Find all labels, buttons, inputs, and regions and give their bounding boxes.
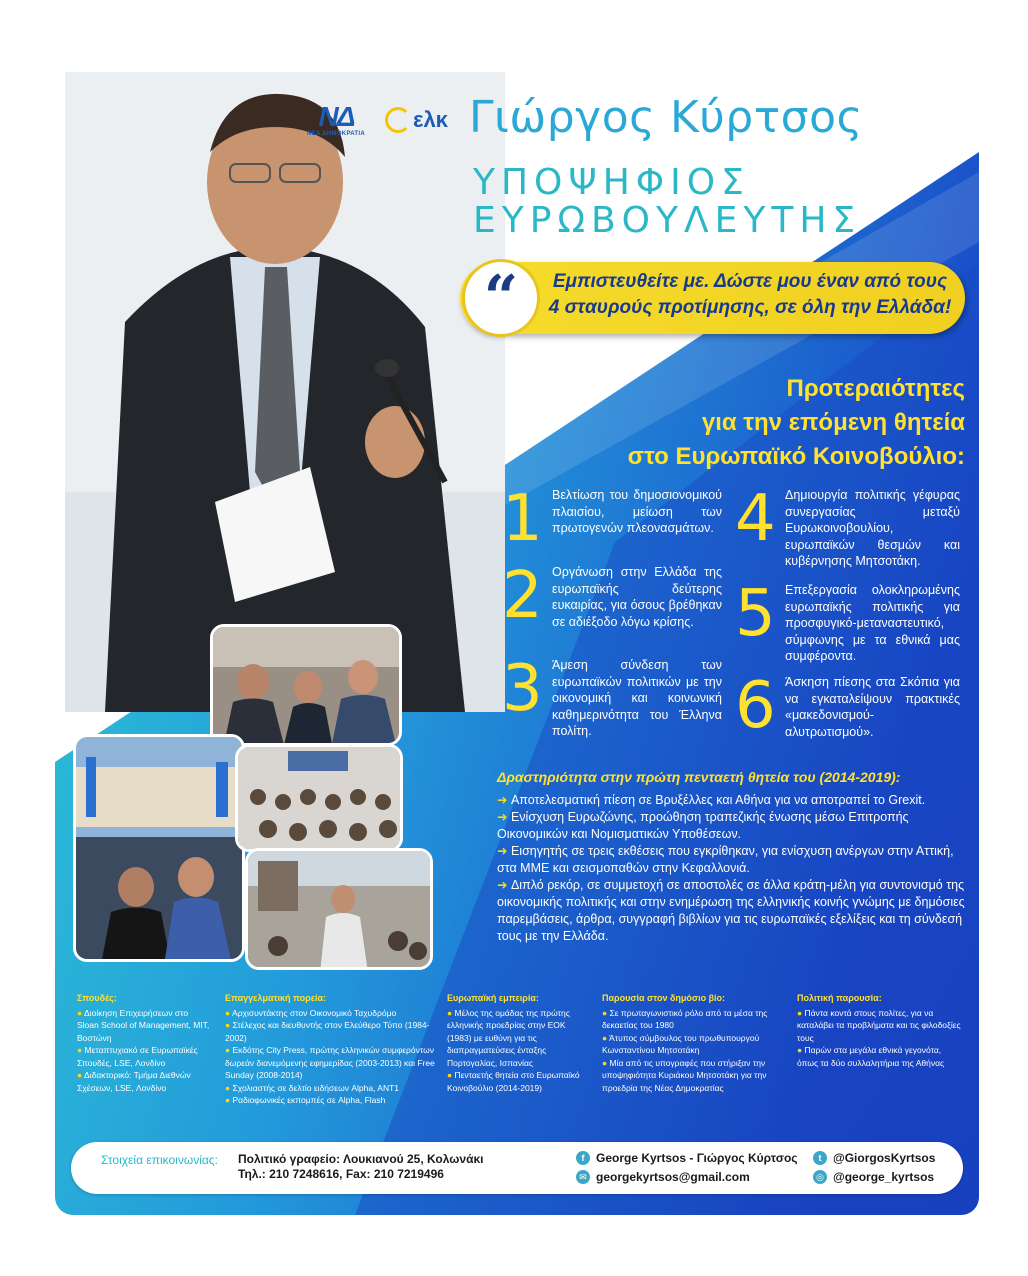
bio-item: ● Μεταπτυχιακό σε Ευρωπαϊκές Σπουδές, LSE, Λονδίνο [77,1044,212,1069]
priority-number: 6 [735,669,776,743]
activity-title: Δραστηριότητα στην πρώτη πενταετή θητεία του (2014-2019): [497,769,901,785]
email-text: georgekyrtsos@gmail.com [596,1170,750,1184]
photo-meeting [210,624,402,746]
priority-number: 3 [502,652,543,726]
priority-number: 4 [735,482,776,556]
bio-studies-title: Σπουδές: [77,993,117,1003]
contact-address: Πολιτικό γραφείο: Λουκιανού 25, Κολωνάκι [238,1152,484,1166]
contact-office [238,1152,483,1182]
priority-item [735,577,960,665]
activity-item: ➜ Διπλό ρεκόρ, σε συμμετοχή σε αποστολές σε άλλα κράτη-μέλη για συντονισμό της οικονομικής πολιτικής και στην ενημέρωση της ελληνικής κοινής γνώμης με δημόσιες παρεμβάσεις, άρθρα, συγγραφή βιβλίων για τις ευρωπαϊκές εξελίξεις και τη σύνδεσή τους με την Ελλάδα. [497,877,967,945]
bio-public-title: Παρουσία στον δημόσιο βίο: [602,993,726,1003]
priorities-title [475,372,965,474]
priorities-title-line2: για την επόμενη θητεία [701,409,965,436]
contact-email[interactable] [576,1170,750,1184]
priorities-title-line3: στο Ευρωπαϊκό Κοινοβούλιο: [627,443,965,470]
priority-item [502,652,722,740]
priority-item [735,482,960,570]
bio-item: ● Σε πρωταγωνιστικό ρόλο από τα μέσα της δεκαετίας του 1980 [602,1007,782,1032]
candidate-role-line1: ΥΠΟΨΗΦΙΟΣ [473,162,750,203]
bio-european-title: Ευρωπαϊκή εμπειρία: [447,993,539,1003]
contact-instagram[interactable] [813,1170,934,1184]
bio-item: ● Στέλεχος και διευθυντής στον Ελεύθερο Τύπο (1984-2002) [225,1019,435,1044]
activity-item: ➜ Αποτελεσματική πίεση σε Βρυξέλλες και Αθήνα για να αποτραπεί το Grexit. [497,792,967,809]
bio-item: ● Μέλος της ομάδας της πρώτης ελληνικής προεδρίας στην ΕΟΚ (1983) με ευθύνη για τις διαπραγματεύσεις ένταξης Πορτογαλίας, Ισπανίας [447,1007,592,1070]
contact-facebook[interactable] [576,1151,798,1165]
bio-item: ● Διοίκηση Επιχειρήσεων στο Sloan School of Management, MIT, Βοστώνη [77,1007,212,1045]
priority-text: Άμεση σύνδεση των ευρωπαϊκών πολιτικών με την οικονομική και κοινωνική καθημερινότητα του Έλληνα πολίτη. [552,658,722,738]
poster-frame [55,62,979,1215]
bio-item: ● Σχολιαστής σε δελτίο ειδήσεων Alpha, ANT1 [225,1082,435,1095]
bio-studies [77,992,212,1094]
email-icon: ✉ [576,1170,590,1184]
photo-conference [235,744,403,852]
candidate-role-line2: ΕΥΡΩΒΟΥΛΕΥΤΗΣ [473,200,862,241]
bio-career-title: Επαγγελματική πορεία: [225,993,327,1003]
bio-item: ● Διδακτορικό: Τμήμα Διεθνών Σχέσεων, LSE, Λονδίνο [77,1069,212,1094]
photo-rally [73,734,245,962]
activity-list [497,792,967,945]
nd-logo [305,97,367,143]
nd-logo-caption: ΝΕΑ ΔΗΜΟΚΡΑΤΙΑ [306,131,365,137]
quote-line1: Εμπιστευθείτε με. Δώστε μου έναν από τους [552,271,948,292]
priority-text: Δημιουργία πολιτικής γέφυρας συνεργασίας μεταξύ Ευρωκοινοβουλίου, ευρωπαϊκών θεσμών και κυβέρνησης Μητσοτάκη. [785,488,960,568]
priorities-title-line1: Προτεραιότητες [786,375,965,402]
epp-logo-text: ελκ [413,107,448,132]
quote-line2: 4 σταυρούς προτίμησης, σε όλη την Ελλάδα! [548,297,952,318]
nd-logo-mark: ΝΔ [318,101,354,132]
priority-item [735,669,960,743]
contact-phones: Τηλ.: 210 7248616, Fax: 210 7219496 [238,1167,444,1181]
bio-item: ● Άτυπος σύμβουλος του πρωθυπουργού Κωνσταντίνου Μητσοτάκη [602,1032,782,1057]
instagram-icon: ◎ [813,1170,827,1184]
bio-political [797,992,962,1069]
contact-bar [71,1142,963,1194]
priority-item [502,559,722,633]
bio-item: ● Παρών στα μεγάλα εθνικά γεγονότα, όπως τα δύο συλλαλητήρια της Αθήνας [797,1044,962,1069]
priority-text: Επεξεργασία ολοκληρωμένης ευρωπαϊκής πολιτικής για προσφυγικό-μεταναστευτικό, σύμφωνης με τα εθνικά μας συμφέροντα. [785,583,960,663]
priority-text: Άσκηση πίεσης στα Σκόπια για να εγκαταλείψουν πρακτικές «μακεδονισμού-αλυτρωτισμού». [785,675,960,739]
priority-number: 5 [735,577,776,651]
quote-icon: “ [462,259,540,337]
candidate-portrait [65,72,505,712]
twitter-icon: t [813,1151,827,1165]
party-logos [305,97,455,143]
bio-item: ● Πάντα κοντά στους πολίτες, για να καταλάβει τα προβλήματα και τις φιλοδοξίες τους [797,1007,962,1045]
epp-logo [385,97,455,143]
contact-twitter[interactable] [813,1151,935,1165]
bio-political-title: Πολιτική παρουσία: [797,993,882,1003]
bio-item: ● Εκδότης City Press, πρώτης ελληνικών συμφερόντων δωρεάν διανεμόμενης εφημερίδας (2003-2013) και Free Sunday (2008-2014) [225,1044,435,1082]
priority-number: 1 [502,482,543,556]
facebook-text: George Kyrtsos - Γιώργος Κύρτσος [596,1151,798,1165]
bio-european [447,992,592,1094]
bio-public [602,992,782,1094]
twitter-text: @GiorgosKyrtsos [833,1151,936,1165]
activity-item: ➜ Ενίσχυση Ευρωζώνης, προώθηση τραπεζικής ένωσης μέσω Επιτροπής Οικονομικών και Νομισματικών Υποθέσεων. [497,809,967,843]
priority-text: Οργάνωση στην Ελλάδα της ευρωπαϊκής δεύτερης ευκαιρίας, για όσους βρέθηκαν σε αδιέξοδο λόγω κρίσης. [552,565,722,629]
candidate-name: Γιώργος Κύρτσος [469,92,863,143]
contact-label: Στοιχεία επικοινωνίας: [101,1153,218,1167]
bio-item: ● Μία από τις υπογραφές που στήριξαν την υποψηφιότητα Κυριάκου Μητσοτάκη για την προεδρία της Νέας Δημοκρατίας [602,1057,782,1095]
facebook-icon: f [576,1151,590,1165]
priority-number: 2 [502,559,543,633]
epp-heart-icon [385,107,411,133]
bio-item: ● Ραδιοφωνικές εκπομπές σε Alpha, Flash [225,1094,435,1107]
bio-career [225,992,435,1107]
priority-text: Βελτίωση του δημοσιονομικού πλαισίου, μείωση των πρωτογενών πλεονασμάτων. [552,488,722,535]
photo-cafe [245,848,433,970]
priority-item [502,482,722,556]
instagram-text: @george_kyrtsos [833,1170,935,1184]
activity-item: ➜ Εισηγητής σε τρεις εκθέσεις που εγκρίθηκαν, για ενίσχυση ανέργων στην Αττική, στα ΜΜΕ και σεισμοπαθών στην Κεφαλλονιά. [497,843,967,877]
bio-item: ● Πενταετής θητεία στο Ευρωπαϊκό Κοινοβούλιο (2014-2019) [447,1069,592,1094]
bio-item: ● Αρχισυντάκτης στον Οικονομικό Ταχυδρόμο [225,1007,435,1020]
quote-text [540,269,960,321]
